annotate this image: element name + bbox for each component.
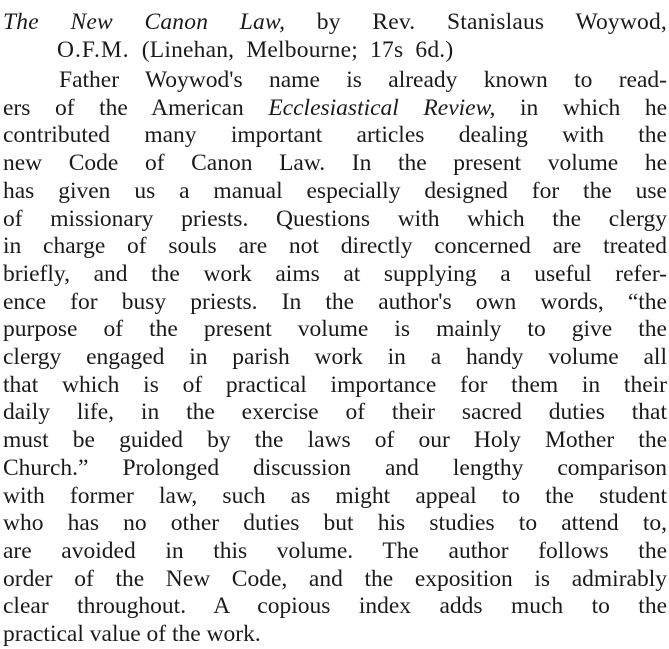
review-line: purpose of the present volume is mainly to give the bbox=[3, 316, 667, 343]
publisher-price: (Linehan, Melbourne; 17s 6d.) bbox=[141, 37, 454, 63]
review-text bbox=[3, 67, 667, 649]
book-publication-line bbox=[3, 36, 667, 64]
newspaper-clipping bbox=[3, 8, 667, 649]
review-line-end: in which he bbox=[495, 94, 668, 121]
review-line: ence for busy priests. In the author's own words, “the bbox=[3, 288, 667, 315]
review-line-start: ers of the American bbox=[3, 94, 244, 121]
journal-title: Ecclesiastical Review, bbox=[268, 94, 496, 121]
review-line: contributed many important articles dealing with the bbox=[3, 122, 667, 149]
review-line: order of the New Code, and the exposition is admirably bbox=[3, 565, 667, 592]
review-line: daily life, in the exercise of their sacred duties that bbox=[3, 399, 667, 426]
review-line: clergy engaged in parish work in a handy volume all bbox=[3, 344, 667, 371]
review-line: of missionary priests. Questions with which the clergy bbox=[3, 205, 667, 232]
review-line: Church.” Prolonged discussion and lengthy comparison bbox=[3, 454, 667, 481]
review-line: are avoided in this volume. The author follows the bbox=[3, 537, 667, 564]
review-line bbox=[3, 95, 667, 123]
review-line: briefly, and the work aims at supplying a useful refer- bbox=[3, 260, 667, 287]
review-line: in charge of souls are not directly concerned are treated bbox=[3, 233, 667, 260]
book-heading bbox=[3, 8, 667, 36]
book-author: by Rev. Stanislaus Woywod, bbox=[285, 9, 667, 35]
book-title: The New Canon Law, bbox=[3, 9, 286, 35]
author-order: O.F.M. bbox=[57, 37, 130, 63]
review-line: that which is of practical importance for them in their bbox=[3, 371, 667, 398]
review-line: with former law, such as might appeal to the student bbox=[3, 482, 667, 509]
review-line: Father Woywod's name is already known to read- bbox=[59, 67, 667, 93]
review-line: clear throughout. A copious index adds much to the bbox=[3, 593, 667, 620]
review-line: has given us a manual especially designed for the use bbox=[3, 177, 667, 204]
review-line: new Code of Canon Law. In the present volume he bbox=[3, 150, 667, 177]
review-line: who has no other duties but his studies to attend to, bbox=[3, 510, 667, 537]
review-line: must be guided by the laws of our Holy Mother the bbox=[3, 427, 667, 454]
review-line: practical value of the work. bbox=[3, 621, 261, 648]
